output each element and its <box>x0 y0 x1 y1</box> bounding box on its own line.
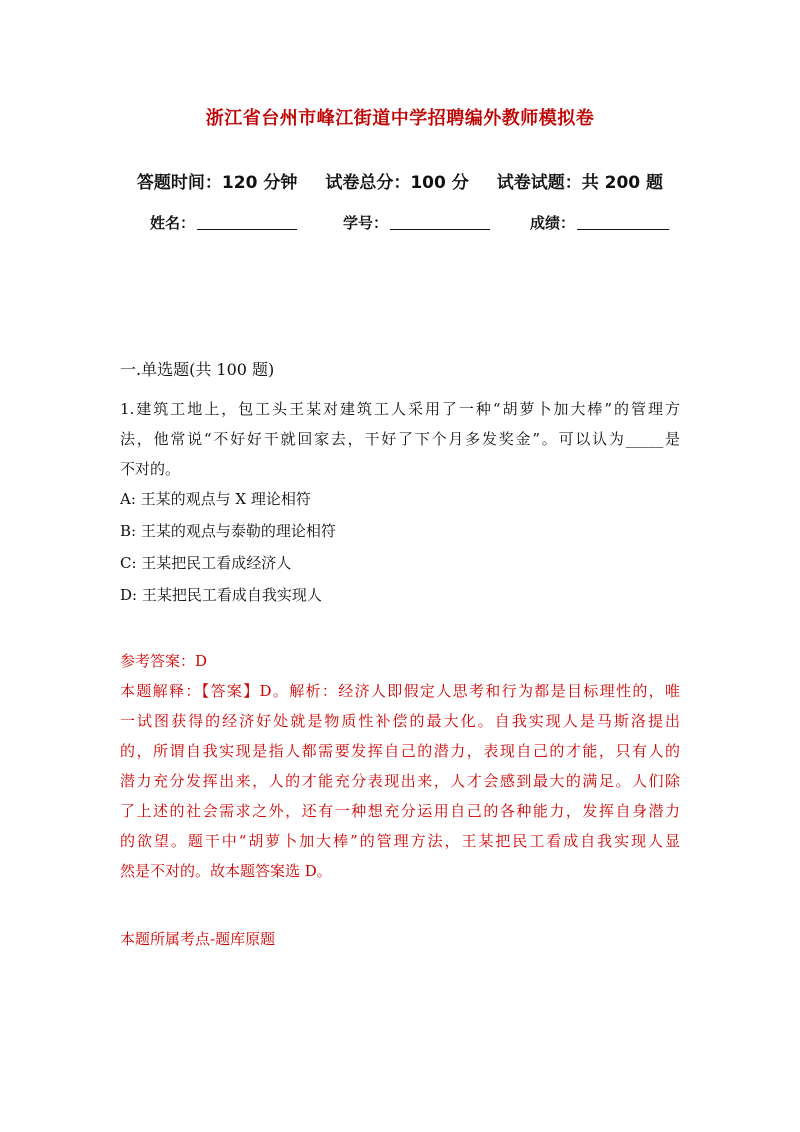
question-stem <box>120 394 680 484</box>
explanation-line: 本题解释：【答案】D。解析：经济人即假定人思考和行为都是目标理性的，唯 <box>120 682 680 700</box>
option-a: A: 王某的观点与 X 理论相符 <box>120 490 311 508</box>
question-line: 法，他常说“不好好干就回家去，干好了下个月多发奖金”。可以认为_____是 <box>120 430 680 448</box>
explanation-line: 然是不对的。故本题答案选 D。 <box>120 862 332 880</box>
student-id-field <box>343 212 490 233</box>
name-field <box>150 212 297 233</box>
question-line: 不对的。 <box>120 460 181 478</box>
exam-total-score: 试卷总分：100 分 <box>325 173 469 193</box>
score-field <box>530 212 669 233</box>
name-label: 姓名： <box>150 214 196 232</box>
exam-question-count: 试卷试题：共 200 题 <box>496 173 664 193</box>
option-b: B: 王某的观点与泰勒的理论相符 <box>120 522 336 540</box>
option-c: C: 王某把民工看成经济人 <box>120 554 292 572</box>
question-line: 1.建筑工地上，包工头王某对建筑工人采用了一种“胡萝卜加大棒”的管理方 <box>120 400 680 418</box>
reference-answer: 参考答案：D <box>120 652 208 670</box>
name-blank <box>197 215 297 230</box>
explanation-line: 了上述的社会需求之外，还有一种想充分运用自己的各种能力，发挥自身潜力 <box>120 802 680 820</box>
option-d: D: 王某把民工看成自我实现人 <box>120 586 322 604</box>
exam-info <box>0 168 800 193</box>
explanation-line: 的欲望。题干中“胡萝卜加大棒”的管理方法，王某把民工看成自我实现人显 <box>120 832 680 850</box>
student-id-blank <box>390 215 490 230</box>
score-blank <box>577 215 669 230</box>
answer-block <box>120 646 680 886</box>
section-heading: 一.单选题(共 100 题) <box>120 360 275 379</box>
page-title: 浙江省台州市峰江街道中学招聘编外教师模拟卷 <box>205 108 595 129</box>
explanation-line: 的，所谓自我实现是指人都需要发挥自己的潜力，表现自己的才能，只有人的 <box>120 742 680 760</box>
score-label: 成绩： <box>530 214 576 232</box>
explanation-line: 一试图获得的经济好处就是物质性补偿的最大化。自我实现人是马斯洛提出 <box>120 712 680 730</box>
explanation-line: 潜力充分发挥出来，人的才能充分表现出来，人才会感到最大的满足。人们除 <box>120 772 680 790</box>
student-id-label: 学号： <box>343 214 389 232</box>
exam-time: 答题时间：120 分钟 <box>136 173 298 193</box>
knowledge-point: 本题所属考点-题库原题 <box>120 930 276 948</box>
question-options <box>120 483 680 611</box>
